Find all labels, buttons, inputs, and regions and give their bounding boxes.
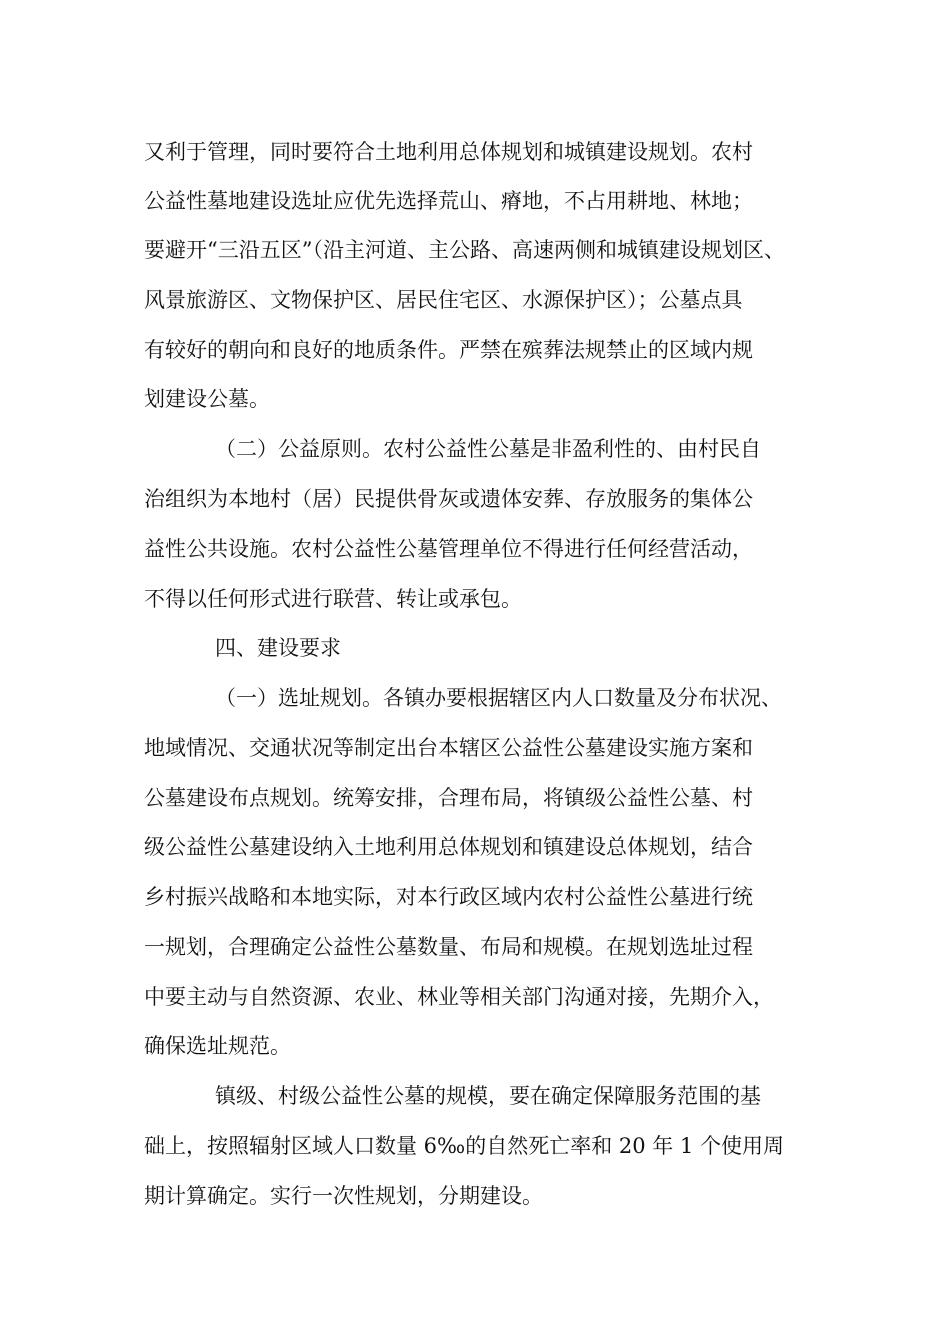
text-line: 公益性墓地建设选址应优先选择荒山、瘠地，不占用耕地、林地； [144, 189, 753, 213]
text-line: 公墓建设布点规划。统筹安排，合理布局，将镇级公益性公墓、村 [144, 786, 753, 810]
text-line: 乡村振兴战略和本地实际，对本行政区域内农村公益性公墓进行统 [144, 885, 753, 909]
paragraph-first-line: （二）公益原则。农村公益性公墓是非盈利性的、由村民自 [215, 437, 761, 461]
text-line: 地域情况、交通状况等制定出台本辖区公益性公墓建设实施方案和 [144, 736, 753, 760]
text-line: 础上，按照辐射区域人口数量 6‰的自然死亡率和 20 年 1 个使用周 [144, 1134, 784, 1158]
paragraph-first-line: （一）选址规划。各镇办要根据辖区内人口数量及分布状况、 [215, 686, 782, 710]
text-line: 益性公共设施。农村公益性公墓管理单位不得进行任何经营活动， [144, 537, 753, 561]
text-line: 有较好的朝向和良好的地质条件。严禁在殡葬法规禁止的区域内规 [144, 338, 753, 362]
section-heading: 四、建设要求 [215, 636, 341, 660]
text-line: 级公益性公墓建设纳入土地利用总体规划和镇建设总体规划，结合 [144, 835, 753, 859]
text-line: 中要主动与自然资源、农业、林业等相关部门沟通对接，先期介入， [144, 985, 774, 1009]
text-line: 确保选址规范。 [144, 1034, 291, 1058]
text-line: 不得以任何形式进行联营、转让或承包。 [144, 587, 522, 611]
paragraph-first-line: 镇级、村级公益性公墓的规模，要在确定保障服务范围的基 [215, 1084, 761, 1108]
text-line: 风景旅游区、文物保护区、居民住宅区、水源保护区）；公墓点具 [144, 288, 743, 312]
text-line: 一规划，合理确定公益性公墓数量、布局和规模。在规划选址过程 [144, 935, 753, 959]
text-line: 划建设公墓。 [144, 387, 270, 411]
text-line: 治组织为本地村（居）民提供骨灰或遗体安葬、存放服务的集体公 [144, 487, 753, 511]
text-line: 又利于管理，同时要符合土地利用总体规划和城镇建设规划。农村 [144, 140, 753, 164]
text-line: 要避开“三沿五区”（沿主河道、主公路、高速两侧和城镇建设规划区、 [144, 238, 785, 262]
text-line: 期计算确定。实行一次性规划，分期建设。 [144, 1184, 543, 1208]
